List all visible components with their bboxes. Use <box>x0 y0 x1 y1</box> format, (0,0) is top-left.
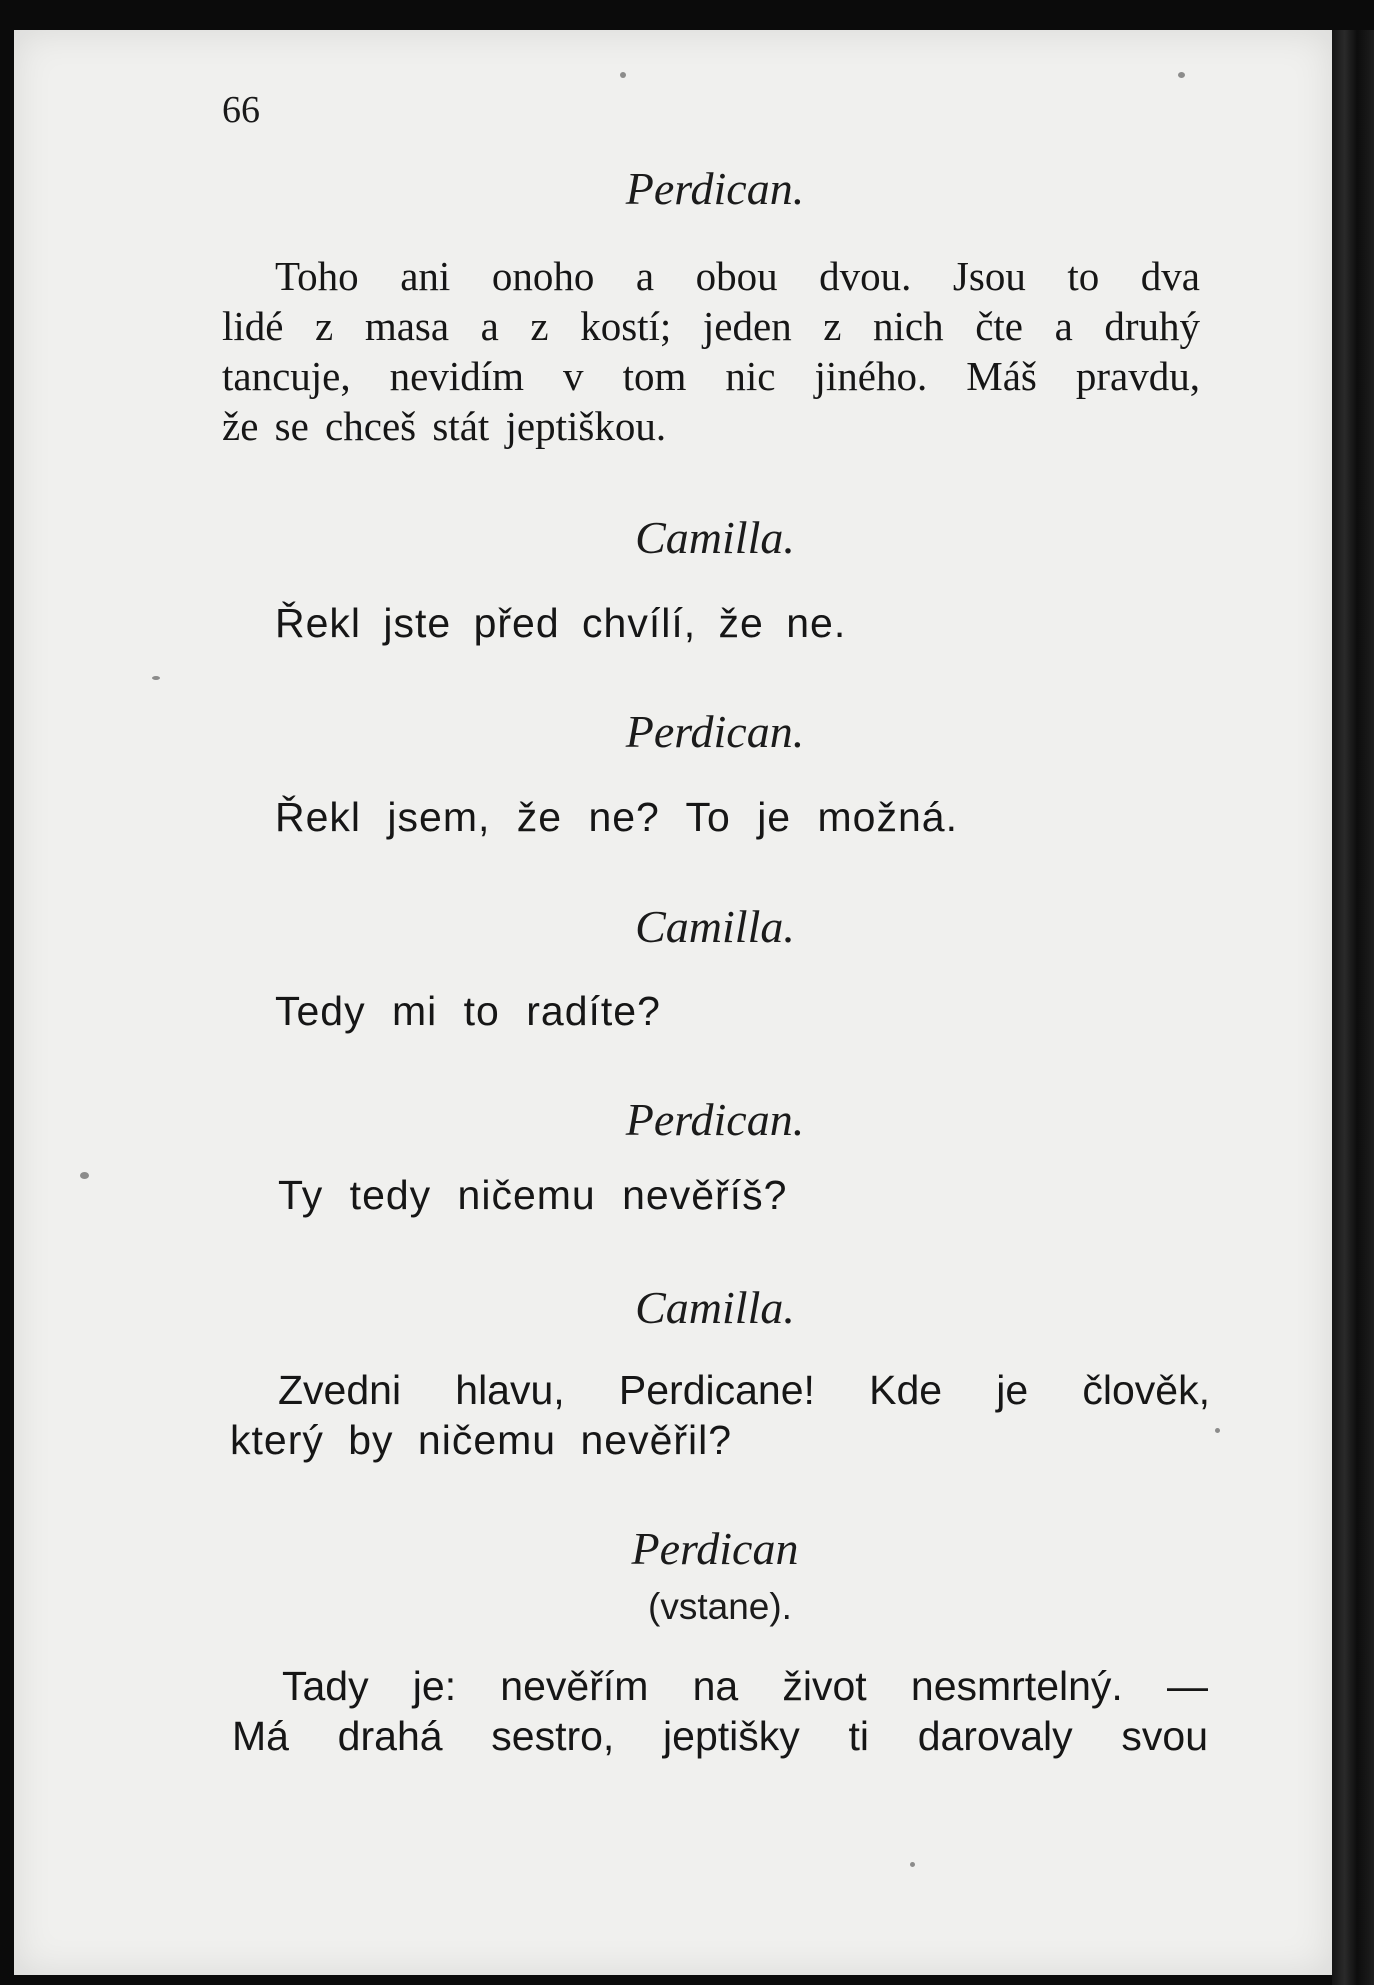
stage-direction: (vstane). <box>648 1586 792 1627</box>
text-line: Řekl jsem, že ne? To je možná. <box>275 794 958 840</box>
text-line: Tady je: nevěřím na život nesmrtelný. — <box>282 1663 1208 1709</box>
speaker-heading: Camilla. <box>635 1282 795 1333</box>
text-line: Řekl jste před chvílí, že ne. <box>275 600 847 646</box>
text-line: tancuje, nevidím v tom nic jiného. Máš pravdu, <box>222 353 1200 399</box>
page-edge-shadow <box>1332 30 1374 1985</box>
text-line: že se chceš stát jeptiškou. <box>222 403 667 449</box>
dust-speck <box>152 676 160 680</box>
speaker-heading: Perdican <box>631 1523 799 1574</box>
dust-speck <box>1215 1428 1220 1433</box>
speaker-heading: Camilla. <box>635 512 795 563</box>
dust-speck <box>80 1172 89 1179</box>
dust-speck <box>910 1862 915 1867</box>
speaker-heading: Perdican. <box>625 163 805 214</box>
text-line: Má drahá sestro, jeptišky ti darovaly svou <box>232 1713 1208 1759</box>
speaker-heading: Perdican. <box>625 1094 805 1145</box>
speaker-heading: Camilla. <box>635 901 795 952</box>
text-line: Tedy mi to radíte? <box>275 988 661 1034</box>
dust-speck <box>620 72 626 78</box>
text-line: Ty tedy ničemu nevěříš? <box>278 1172 788 1218</box>
speaker-heading: Perdican. <box>625 706 805 757</box>
page-number: 66 <box>222 89 260 131</box>
text-line: lidé z masa a z kostí; jeden z nich čte a druhý <box>222 303 1200 349</box>
text-line: Zvedni hlavu, Perdicane! Kde je člověk, <box>278 1367 1210 1413</box>
dust-speck <box>1178 72 1185 78</box>
text-line: Toho ani onoho a obou dvou. Jsou to dva <box>275 253 1200 299</box>
text-line: který by ničemu nevěřil? <box>230 1417 733 1463</box>
